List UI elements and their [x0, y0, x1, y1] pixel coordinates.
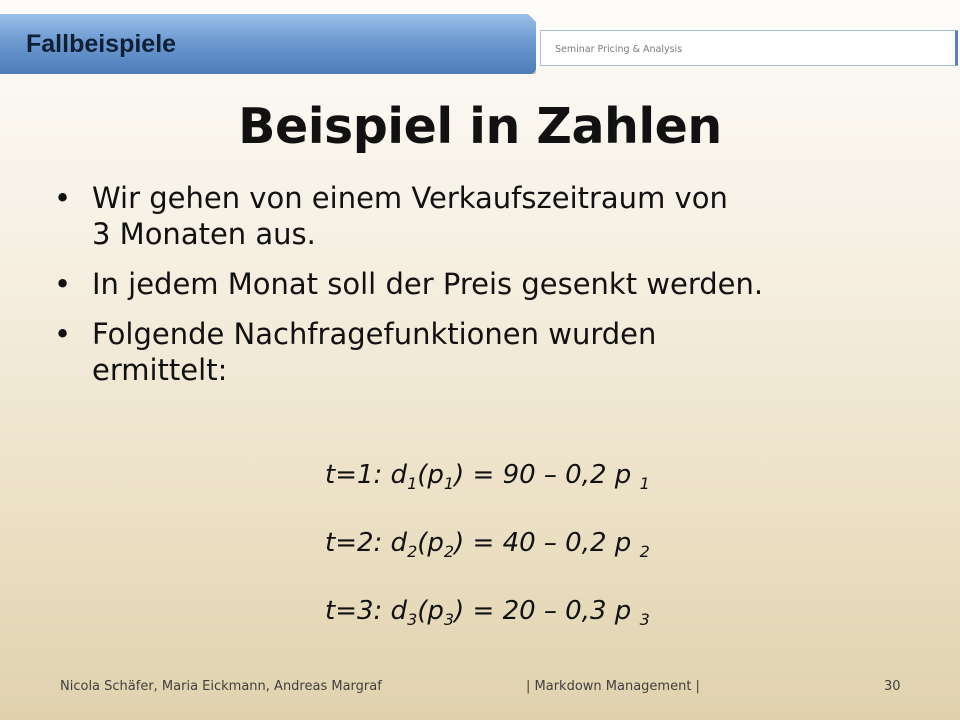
demand-equation: t=1: $d_1(p_1) = 90 - 0,2$ p $_1$	[325, 460, 650, 494]
demand-index: 3	[407, 610, 418, 630]
price-index: 3	[639, 610, 650, 630]
section-tab-label: Fallbeispiele	[26, 30, 177, 58]
demand-equation: t=2: $d_2(p_2) = 40 - 0,2$ p $_2$	[325, 528, 650, 562]
price-symbol: p	[427, 460, 444, 490]
period-label: t=1:	[325, 460, 383, 490]
bullet-line: • In jedem Monat soll der Preis gesenkt werden.	[92, 267, 764, 301]
bullet-line: 3 Monaten aus.	[92, 217, 316, 251]
price-symbol: p	[427, 528, 444, 558]
equation-rest: ) = 90 – 0,2 p	[454, 460, 632, 490]
slide-title: Beispiel in Zahlen	[238, 98, 722, 155]
bullet-list	[52, 180, 932, 402]
price-symbol: p	[427, 596, 444, 626]
price-index: 3	[443, 610, 455, 630]
bullet-item	[52, 180, 932, 252]
price-index: 2	[639, 542, 650, 562]
equation-rest: ) = 20 – 0,3 p	[454, 596, 632, 626]
footer-topic: | Markdown Management |	[526, 679, 700, 694]
seminar-header-bar	[540, 30, 958, 66]
demand-index: 2	[407, 542, 418, 562]
bullet-item	[52, 266, 932, 302]
price-index: 1	[443, 474, 455, 494]
footer-page-number: 30	[884, 679, 901, 694]
price-index: 2	[443, 542, 455, 562]
demand-symbol: d	[390, 460, 408, 490]
bullet-line: • Wir gehen von einem Verkaufszeitraum von	[92, 181, 728, 215]
demand-index: 1	[407, 474, 418, 494]
period-label: t=2:	[325, 528, 383, 558]
bullet-line: ermittelt:	[92, 353, 228, 387]
bullet-line: • Folgende Nachfragefunktionen wurden	[92, 317, 657, 351]
equation-rest: ) = 40 – 0,2 p	[454, 528, 632, 558]
demand-symbol: d	[390, 596, 408, 626]
price-index: 1	[639, 474, 650, 494]
bullet-item	[52, 316, 932, 388]
footer-authors: Nicola Schäfer, Maria Eickmann, Andreas Margraf	[60, 679, 382, 694]
seminar-label: Seminar Pricing & Analysis	[555, 44, 683, 55]
demand-equation: t=3: $d_3(p_3) = 20 - 0,3$ p $_3$	[325, 596, 650, 630]
period-label: t=3:	[325, 596, 383, 626]
demand-symbol: d	[390, 528, 408, 558]
